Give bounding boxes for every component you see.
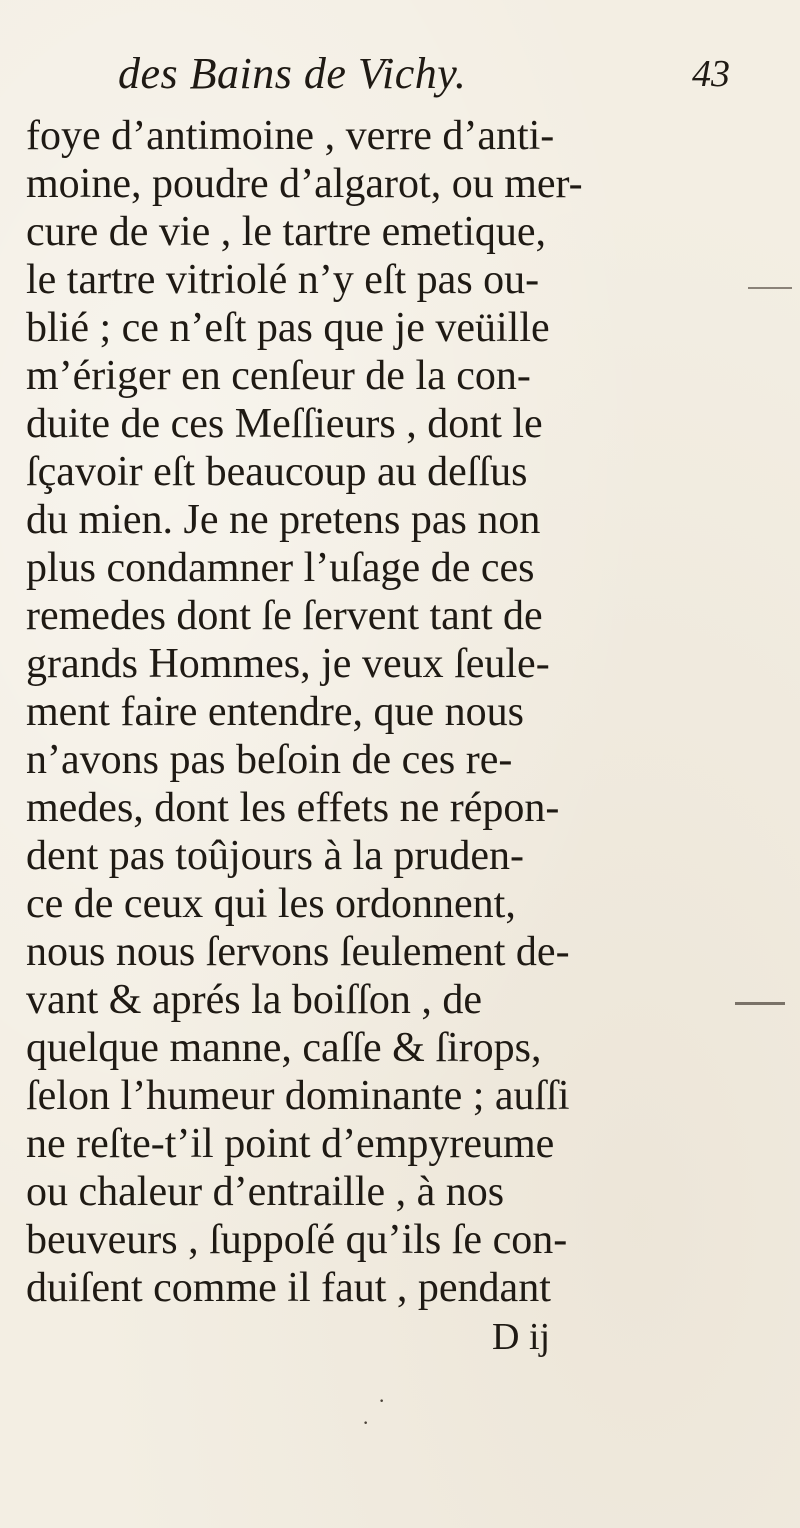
text-line: duiſent comme il faut , pendant bbox=[26, 1265, 551, 1311]
text-line: le tartre vitriolé n’y eſt pas ou- bbox=[26, 257, 540, 303]
margin-mark bbox=[748, 287, 792, 289]
text-line: moine, poudre d’algarot, ou mer- bbox=[26, 161, 583, 207]
text-line: blié ; ce n’eſt pas que je veüille bbox=[26, 305, 550, 351]
text-line: ſelon l’humeur dominante ; auſſi bbox=[26, 1073, 570, 1119]
margin-mark bbox=[735, 1002, 785, 1005]
running-head bbox=[0, 48, 800, 108]
text-line: remedes dont ſe ſervent tant de bbox=[26, 593, 543, 639]
catchword: D ij bbox=[492, 1316, 551, 1358]
text-line: dent pas toûjours à la pruden- bbox=[26, 833, 525, 879]
text-line: ment faire entendre, que nous bbox=[26, 689, 524, 735]
text-line: quelque manne, caſſe & ſirops, bbox=[26, 1025, 542, 1071]
text-line: ſçavoir eſt beaucoup au deſſus bbox=[26, 449, 528, 495]
text-line: foye d’antimoine , verre d’anti- bbox=[26, 113, 555, 159]
text-line: duite de ces Meſſieurs , dont le bbox=[26, 401, 543, 447]
text-line: nous nous ſervons ſeulement de- bbox=[26, 929, 570, 975]
text-line: grands Hommes, je veux ſeule- bbox=[26, 641, 550, 687]
text-line: vant & aprés la boiſſon , de bbox=[26, 977, 483, 1023]
ink-speck: · bbox=[362, 1410, 370, 1435]
text-line: plus condamner l’uſage de ces bbox=[26, 545, 535, 591]
text-line: n’avons pas beſoin de ces re- bbox=[26, 737, 513, 783]
text-line: medes, dont les effets ne répon- bbox=[26, 785, 560, 831]
text-line: ce de ceux qui les ordonnent, bbox=[26, 881, 516, 927]
text-line: cure de vie , le tartre emetique, bbox=[26, 209, 547, 255]
text-line: beuveurs , ſuppoſé qu’ils ſe con- bbox=[26, 1217, 568, 1263]
text-line: m’ériger en cenſeur de la con- bbox=[26, 353, 531, 399]
text-line: du mien. Je ne pretens pas non bbox=[26, 497, 541, 543]
text-line: ou chaleur d’entraille , à nos bbox=[26, 1169, 505, 1215]
page-number: 43 bbox=[692, 53, 730, 95]
running-title: des Bains de Vichy. bbox=[118, 49, 467, 98]
ink-speck: · bbox=[378, 1388, 386, 1413]
text-line: ne reſte-t’il point d’empyreume bbox=[26, 1121, 555, 1167]
